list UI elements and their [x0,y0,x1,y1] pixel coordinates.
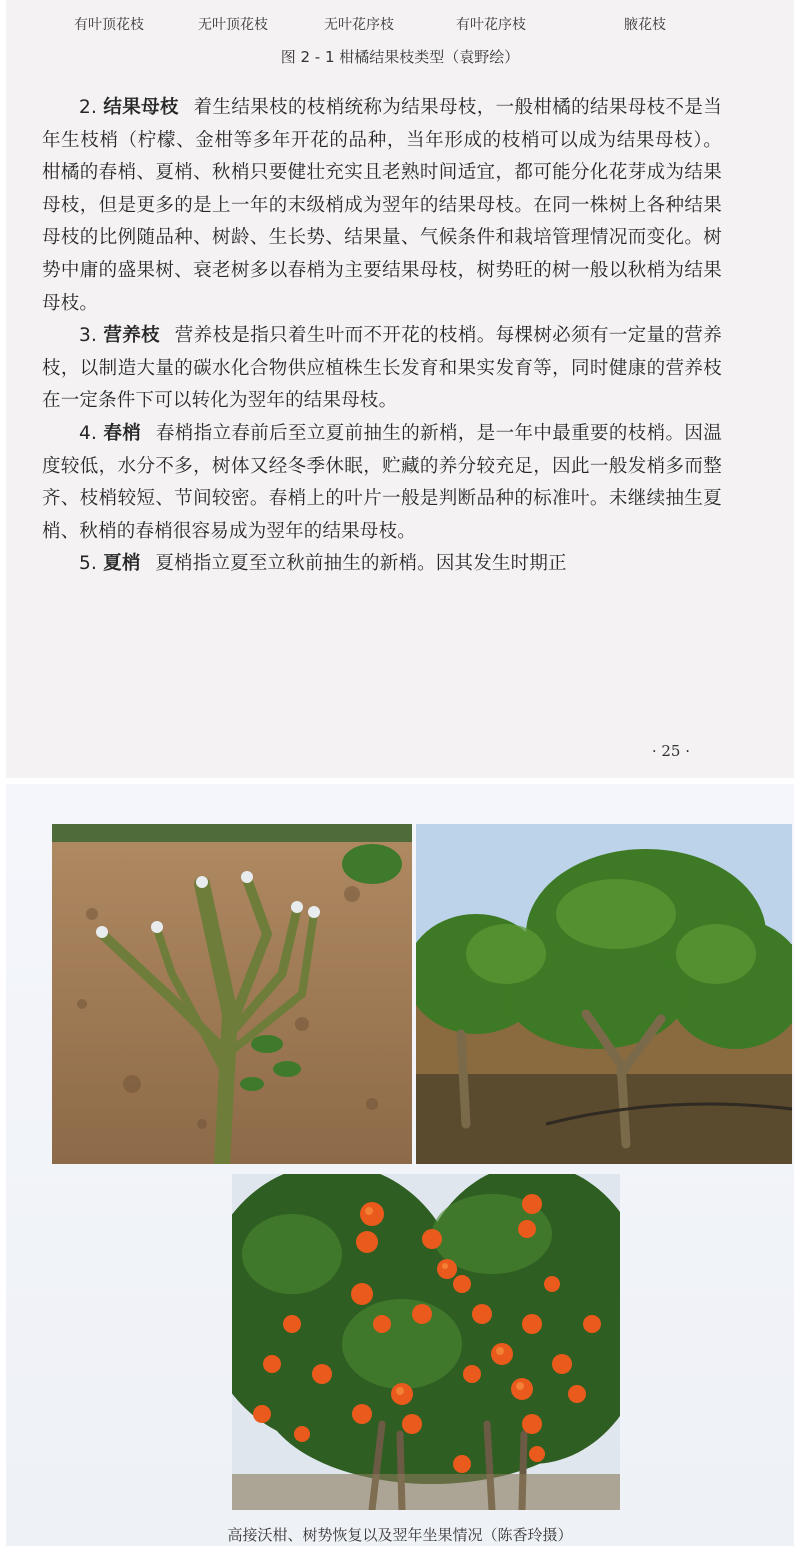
paragraph-2 [42,92,722,320]
section-text: 春梢指立春前后至立夏前抽生的新梢，是一年中最重要的枝梢。因温度较低，水分不多，树体又经冬季休眠，贮藏的养分较充足，因此一般发梢多而整齐、枝梢较短、节间较密。春梢上的叶片一般是判断品种的标准叶。未继续抽生夏梢、秋梢的春梢很容易成为翌年的结果母枝。 [42,422,722,542]
photo-caption: 高接沃柑、树势恢复以及翌年坐果情况（陈香玲摄） [227,1526,573,1544]
section-text: 夏梢指立夏至立秋前抽生的新梢。因其发生时期正 [155,553,567,575]
section-heading: 春梢 [103,422,142,444]
section-heading: 夏梢 [103,553,141,575]
figure-labels [6,8,794,38]
section-heading: 结果母枝 [103,97,179,118]
figure-label: 无叶花序枝 [324,17,394,33]
section-text: 营养枝是指只着生叶而不开花的枝梢。每棵树必须有一定量的营养枝，以制造大量的碳水化合物供应植株生长发育和果实发育等，同时健康的营养枝在一定条件下可以转化为翌年的结果母枝。 [42,325,722,412]
fruiting-trees-photo [232,1174,620,1510]
grafted-trunk-photo [52,824,412,1164]
section-text: 着生结果枝的枝梢统称为结果母枝，一般柑橘的结果母枝不是当年生枝梢（柠檬、金柑等多年开花的品种，当年形成的枝梢可以成为结果母枝）。柑橘的春梢、夏梢、秋梢只要健壮充实且老熟时间适宜，都可能分化花芽成为结果母枝，但是更多的是上一年的末级梢成为翌年的结果母枝。在同一株树上各种结果母枝的比例随品种、树龄、生长势、结果量、气候条件和栽培管理情况而变化。树势中庸的盛果树、衰老树多以春梢为主要结果母枝，树势旺的树一般以秋梢为结果母枝。 [42,97,722,314]
section-number: 5. [79,553,98,575]
figure-label: 有叶花序枝 [456,17,526,33]
photo-page [6,784,794,1546]
body-text [42,92,722,581]
section-number: 2. [79,97,98,118]
paragraph-5 [42,548,722,581]
section-heading: 营养枝 [103,325,160,347]
figure-label: 无叶顶花枝 [198,17,268,33]
section-number: 3. [79,325,98,347]
recovered-tree-photo [416,824,792,1164]
section-number: 4. [79,422,98,444]
paragraph-3 [42,320,722,418]
figure-label: 有叶顶花枝 [74,17,144,33]
page-number: · 25 · [651,742,690,760]
figure-label: 腋花枝 [624,17,666,33]
book-page-scan [6,0,794,778]
figure-caption: 图 2 - 1 柑橘结果枝类型（袁野绘） [280,48,520,66]
paragraph-4 [42,418,722,548]
